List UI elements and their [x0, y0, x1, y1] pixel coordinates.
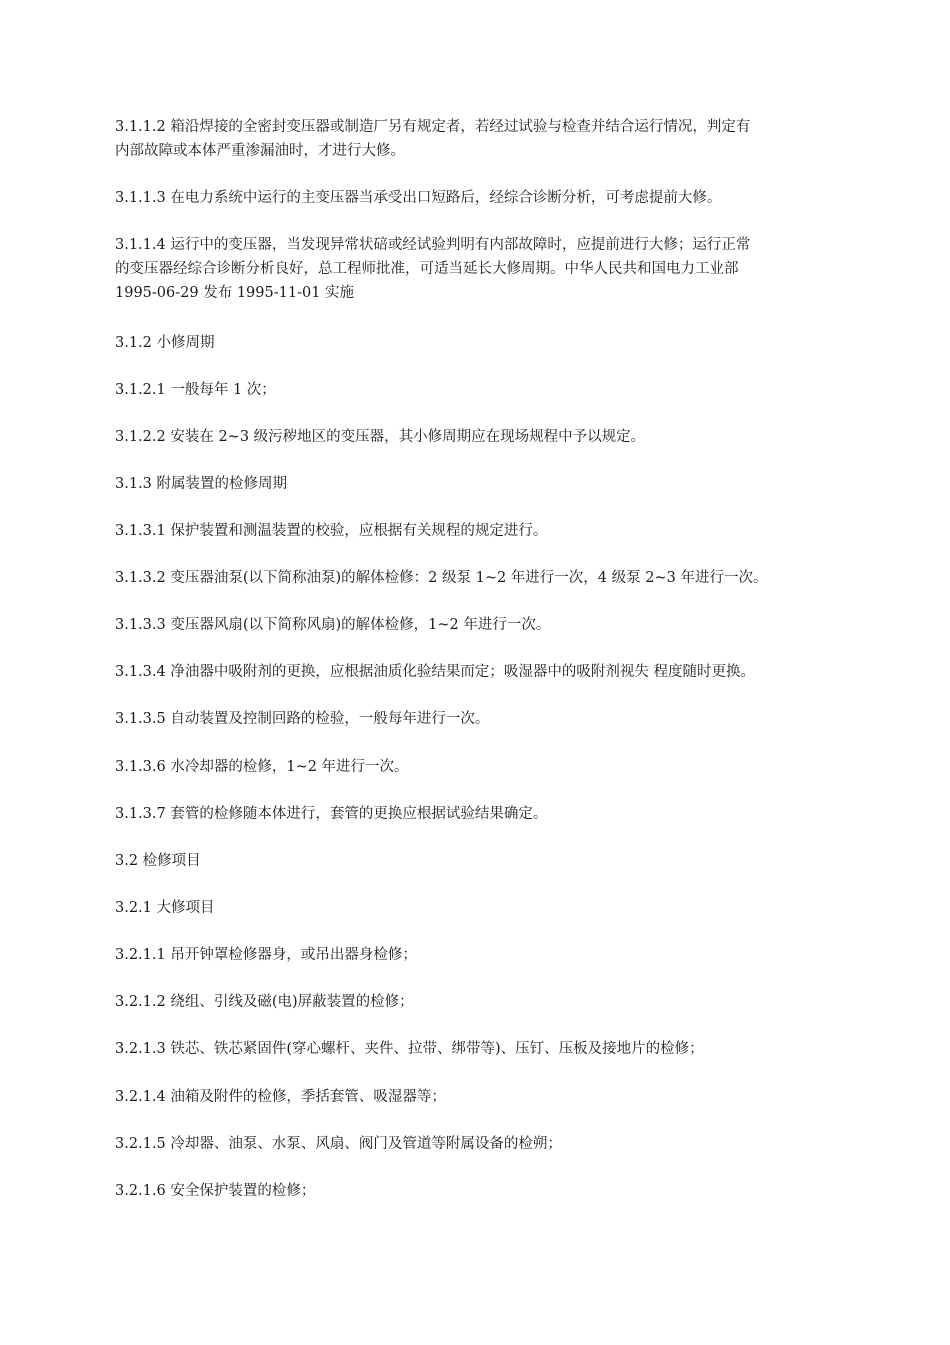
heading-3-1-2: 3.1.2 小修周期	[115, 335, 215, 351]
paragraph-3-2-1-5: 3.2.1.5 冷却器、油泵、水泵、风扇、阀门及管道等附属设备的检朔；	[115, 1136, 562, 1152]
paragraph-3-2-1-6: 3.2.1.6 安全保护装置的检修；	[115, 1183, 316, 1199]
paragraph-3-1-1-2-line-2: 内部故障或本体严重渗漏油时，才进行大修。	[115, 143, 405, 159]
paragraph-3-1-3-3: 3.1.3.3 变压器风扇(以下简称风扇)的解体检修，1~2 年进行一次。	[115, 617, 551, 633]
heading-3-1-3: 3.1.3 附属装置的检修周期	[115, 476, 288, 492]
paragraph-3-1-3-6: 3.1.3.6 水冷却器的检修，1~2 年进行一次。	[115, 759, 409, 775]
paragraph-3-1-1-3: 3.1.1.3 在电力系统中运行的主变压器当承受出口短路后，经综合诊断分析，可考虑提前大修。	[115, 190, 722, 206]
paragraph-3-1-3-5: 3.1.3.5 自动装置及控制回路的检验，一般每年进行一次。	[115, 711, 490, 727]
paragraph-3-1-1-4-line-3: 1995-06-29 发布 1995-11-01 实施	[115, 285, 355, 301]
paragraph-3-1-1-4-line-1: 3.1.1.4 运行中的变压器，当发现异常状碚或经试验判明有内部故障时，应提前进行大修；运行正常	[115, 237, 751, 253]
paragraph-3-1-2-1: 3.1.2.1 一般每年 1 次；	[115, 382, 276, 398]
paragraph-3-1-3-1: 3.1.3.1 保护装置和测温装置的校验，应根据有关规程的规定进行。	[115, 523, 548, 539]
paragraph-3-1-1-2-line-1: 3.1.1.2 箱沿焊接的全密封变压器或制造厂另有规定者，若经过试验与检查并结合运行情况，判定有	[115, 119, 751, 135]
heading-3-2: 3.2 检修项目	[115, 853, 201, 869]
paragraph-3-1-1-4-line-2: 的变压器经综合诊断分析良好，总工程师批准，可适当延长大修周期。中华人民共和国电力工业部	[115, 261, 739, 277]
paragraph-3-2-1-1: 3.2.1.1 吊开钟罩检修器身，或吊出器身检修；	[115, 947, 417, 963]
paragraph-3-1-3-7: 3.1.3.7 套管的检修随本体进行，套管的更换应根据试验结果确定。	[115, 806, 548, 822]
paragraph-3-2-1-4: 3.2.1.4 油箱及附件的检修，季括套管、吸湿器等；	[115, 1089, 446, 1105]
paragraph-3-1-3-2: 3.1.3.2 变压器油泵(以下简称油泵)的解体检修：2 级泵 1~2 年进行一次，4 级泵 2~3 年进行一次。	[115, 570, 768, 586]
paragraph-3-1-2-2: 3.1.2.2 安装在 2~3 级污秽地区的变压器，其小修周期应在现场规程中予以规定。	[115, 429, 646, 445]
paragraph-3-2-1-2: 3.2.1.2 绕组、引线及磁(电)屏蔽装置的检修；	[115, 994, 414, 1010]
paragraph-3-1-3-4: 3.1.3.4 净油器中吸附剂的更换，应根据油质化验结果而定；吸湿器中的吸附剂视失 程度随时更换。	[115, 664, 755, 680]
heading-3-2-1: 3.2.1 大修项目	[115, 900, 215, 916]
paragraph-3-2-1-3: 3.2.1.3 铁芯、铁芯紧固件(穿心螺杆、夹件、拉带、绑带等)、压钉、压板及接地片的检修；	[115, 1041, 704, 1057]
